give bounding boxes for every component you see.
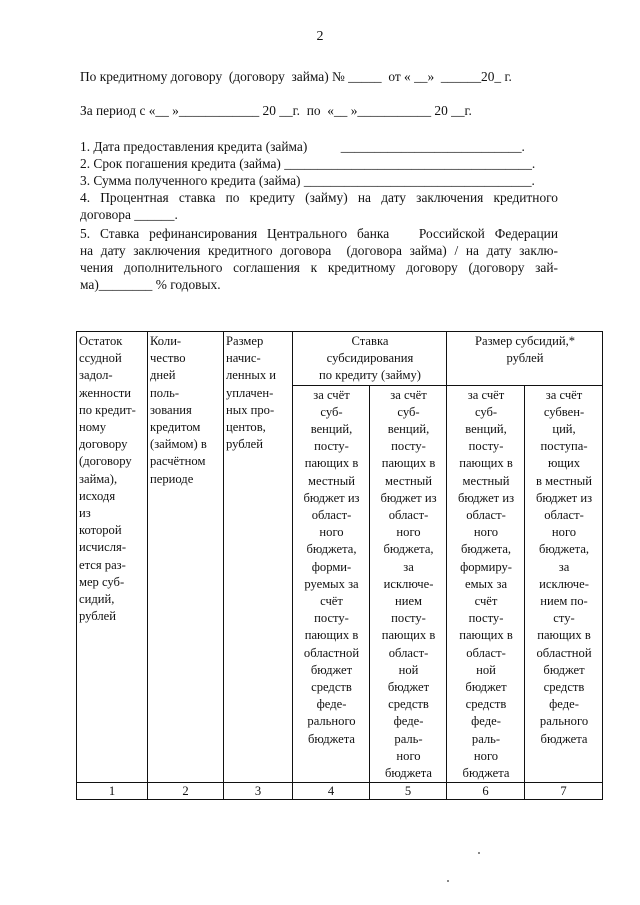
scan-speck: [447, 880, 449, 882]
column-number: 3: [224, 783, 293, 800]
item-refinancing-rate-line-3: чения дополнительного соглашения к кредитному договору (договору зай-: [80, 260, 558, 275]
item-refinancing-rate: [80, 225, 558, 293]
scan-speck: [478, 852, 480, 854]
item-term: [80, 155, 558, 172]
item-term-text: 2. Срок погашения кредита (займа) _____________________________________.: [80, 156, 536, 171]
header-interest-paid: Размер начис- ленных и уплачен- ных про- центов, рублей: [224, 332, 293, 783]
table-header-row-1: [77, 332, 603, 386]
item-refinancing-rate-line-2: на дату заключения кредитного договора (договора займа) / на дату заклю-: [80, 243, 558, 258]
item-interest-rate-line-1: 4. Процентная ставка по кредиту (займу) на дату заключения кредитного: [80, 190, 558, 205]
column-number: 5: [370, 783, 447, 800]
subsidy-table: [76, 331, 603, 800]
item-refinancing-rate-line-1: 5. Ставка рефинансирования Центрального банка Российской Федерации: [80, 226, 558, 241]
page-number: 2: [316, 29, 324, 44]
item-refinancing-rate-line-4: ма)________ % годовых.: [80, 277, 221, 292]
item-amount-text: 3. Сумма полученного кредита (займа) __________________________________.: [80, 173, 535, 188]
header-days-used: Коли- чество дней поль- зования кредитом (займом) в расчётном периоде: [148, 332, 224, 783]
column-numbers-row: [77, 783, 603, 800]
period-line: За период с «__ »____________ 20 __г. по «__ »___________ 20 __г.: [80, 103, 472, 118]
header-amount-federal: за счёт суб- венций, посту- пающих в местный бюджет из област- ного бюджета, формиру- емых за счёт посту- пающих в област- ной бюджет средств феде- раль- ного бюджета: [447, 385, 525, 783]
column-number: 6: [447, 783, 525, 800]
header-subsidy-rate-group: Ставка субсидирования по кредиту (займу): [293, 332, 447, 386]
header-subsidy-amount-group: Размер субсидий,* рублей: [447, 332, 603, 386]
item-amount: [80, 172, 558, 189]
header-rate-regional: за счёт суб- венций, посту- пающих в местный бюджет из област- ного бюджета, за исключе- нием посту- пающих в област- ной бюджет средств феде- раль- ного бюджета: [370, 385, 447, 783]
column-number: 2: [148, 783, 224, 800]
column-number: 1: [77, 783, 148, 800]
header-rate-federal: за счёт суб- венций, посту- пающих в местный бюджет из област- ного бюджета, форми- руемых за счёт посту- пающих в областной бюджет средств феде- рального бюджета: [293, 385, 370, 783]
header-loan-balance: Остаток ссудной задол- женности по кредит- ному договору (договору займа), исходя из которой исчисля- ется раз- мер суб- сидий, рублей: [77, 332, 148, 783]
item-date: [80, 138, 558, 155]
column-number: 4: [293, 783, 370, 800]
item-date-text: 1. Дата предоставления кредита (займа) ___________________________.: [80, 139, 525, 154]
item-interest-rate-line-2: договора ______.: [80, 207, 178, 222]
contract-line: По кредитному договору (договору займа) № _____ от « __» ______20_ г.: [80, 69, 512, 84]
item-interest-rate: [80, 189, 558, 223]
header-amount-regional: за счёт субвен- ций, поступа- ющих в местный бюджет из област- ного бюджета, за исключе- нием по- сту- пающих в областной бюджет средств феде- рального бюджета: [525, 385, 603, 783]
column-number: 7: [525, 783, 603, 800]
